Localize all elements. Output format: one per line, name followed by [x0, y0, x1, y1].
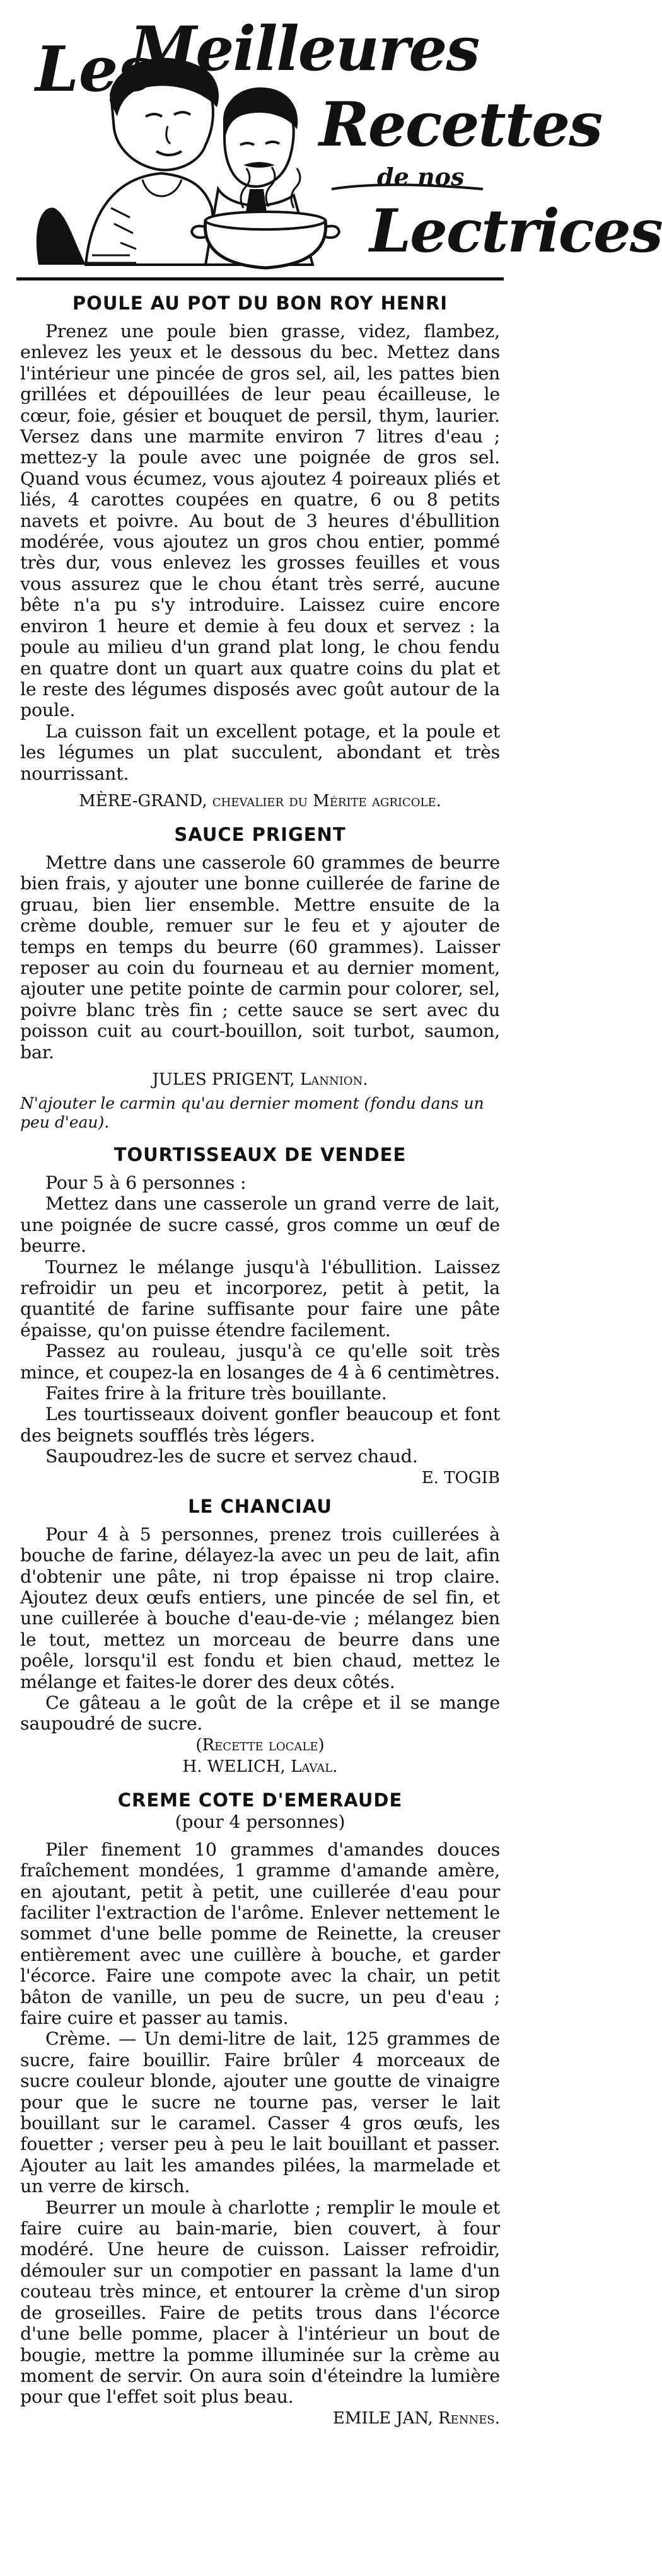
recipe-paragraph: Pour 5 à 6 personnes :: [45, 1172, 247, 1193]
masthead-word-meilleures: Meilleures: [130, 13, 479, 84]
recipe-paragraph: Saupoudrez-les de sucre et servez chaud.: [45, 1446, 418, 1467]
recipe-sauce-prigent: [16, 823, 504, 1132]
recipe-paragraph: Ce gâteau a le goût de la crêpe et il se mange saupoudré de sucre.: [20, 1692, 500, 1735]
recipe-paragraph: Tournez le mélange jusqu'à l'ébullition. Laissez refroidir un peu et incorporez, petit à petit, la quantité de farine suffisante pour faire une pâte épaisse, qu'on puisse étendre facilement.: [20, 1256, 500, 1341]
recipe-title: TOURTISSEAUX DE VENDEE: [113, 1144, 407, 1165]
recipe-creme-cote-emeraude: [16, 1789, 504, 2429]
recipe-source: (Recette locale): [195, 1735, 325, 1755]
recipe-paragraph: Mettre dans une casserole 60 grammes de beurre bien frais, y ajouter une bonne cuillerée de farine de gruau, bien lier ensemble. Mettre ensuite de la crème double, remuer sur le feu et y ajouter de temps en temps du beurre (60 grammes). Laisser reposer au coin du fourneau et au dernier moment, ajouter une petite pointe de carmin pour colorer, sel, poivre blanc très fin ; cette sauce se sert avec du poisson cuit au court-bouillon, soit turbot, saumon, bar.: [20, 852, 500, 1063]
recipe-poule-au-pot: [16, 292, 504, 812]
masthead: [16, 0, 662, 280]
recipe-title: CREME COTE D'EMERAUDE: [117, 1789, 403, 1811]
recipe-tourtisseaux: [16, 1143, 504, 1489]
recipe-paragraph: Les tourtisseaux doivent gonfler beaucoup et font des beignets soufflés très légers.: [20, 1404, 500, 1446]
recipe-note: N'ajouter le carmin qu'au dernier moment (fondu dans un peu d'eau).: [20, 1094, 484, 1131]
recipe-signature: H. WELICH, Laval.: [182, 1757, 338, 1776]
recipe-paragraph: Mettez dans une casserole un grand verre de lait, une poignée de sucre cassé, gros comme un œuf de beurre.: [20, 1193, 500, 1257]
recipe-signature: EMILE JAN, Rennes.: [332, 2408, 500, 2428]
masthead-word-recettes: Recettes: [319, 89, 602, 160]
recipe-title: SAUCE PRIGENT: [174, 823, 346, 845]
recipe-paragraph: Faites frire à la friture très bouillante.: [45, 1383, 387, 1404]
recipe-signature: E. TOGIB: [421, 1468, 500, 1487]
recipe-paragraph: Prenez une poule bien grasse, videz, flambez, enlevez les yeux et le dessous du bec. Mettez dans l'intérieur une pincée de gros sel, ail, les pattes bien grillées et dépouillées de leur peau écailleuse, le cœur, foie, gésier et bouquet de persil, thym, laurier. Versez dans une marmite environ 7 litres d'eau ; mettez-y la poule avec une poignée de gros sel. Quand vous écumez, vous ajoutez 4 poireaux pliés et liés, 4 carottes coupées en quatre, 6 ou 8 petits navets et poivre. Au bout de 3 heures d'ébullition modérée, vous ajoutez un gros chou entier, pommé très dur, vous enlevez les grosses feuilles et vous vous assurez que le chou étant très serré, aucune bête n'a pu s'y introduire. Laissez cuire encore environ 1 heure et demie à feu doux et servez : la poule au milieu d'un grand plat long, le chou fendu en quatre dont un quart aux quatre coins du plat et le reste des légumes disposés avec goût autour de la poule.: [20, 321, 500, 721]
recipe-paragraph: Beurrer un moule à charlotte ; remplir le moule et faire cuire au bain-marie, bien couvert, à four modéré. Une heure de cuisson. Laisser refroidir, démouler sur un compotier en passant la lame d'un couteau très mince, et entourer la crème d'un sirop de groseilles. Faire de petits trous dans l'écorce d'une belle pomme, placer à l'intérieur un bout de bougie, mettre la pomme illuminée sur la crème au moment de servir. On aura soin d'éteindre la lumière pour que l'effet soit plus beau.: [20, 2197, 500, 2408]
masthead-word-lectrices: Lectrices: [369, 197, 662, 266]
recipe-subtitle: (pour 4 personnes): [175, 1811, 346, 1832]
masthead-word-les: Les: [35, 33, 153, 106]
recipe-paragraph: La cuisson fait un excellent potage, et la poule et les légumes un plat succulent, abondant et très nourrissant.: [20, 720, 500, 784]
recipe-paragraph: Pour 4 à 5 personnes, prenez trois cuillerées à bouche de farine, délayez-la avec un peu de lait, afin d'obtenir une pâte, ni trop épaisse ni trop claire. Ajoutez deux œufs entiers, une pincée de sel fin, et une cuillerée à bouche d'eau-de-vie ; mélangez bien le tout, mettez un morceau de beurre dans une poêle, lorsqu'il est fondu et bien chaud, mettez le mélange et faites-le dorer des deux côtés.: [20, 1523, 500, 1692]
recipe-signature: MÈRE-GRAND, chevalier du Mérite agricole.: [79, 791, 441, 811]
recipe-signature: JULES PRIGENT, Lannion.: [152, 1070, 368, 1089]
recipe-le-chanciau: [16, 1495, 504, 1777]
recipe-title: POULE AU POT DU BON ROY HENRI: [72, 292, 448, 314]
recipe-paragraph: Piler finement 10 grammes d'amandes douces fraîchement mondées, 1 gramme d'amande amère, en ajoutant, petit à petit, une cuillerée d'eau pour faciliter l'extraction de l'arôme. Enlever nettement le sommet d'une belle pomme de Reinette, la creuser entièrement avec une cuillère à bouche, et garder l'écorce. Faire une compote avec la chair, un petit bâton de vanille, un peu de sucre, un peu d'eau ; faire cuire et passer au tamis.: [20, 1839, 500, 2028]
recipe-paragraph: Crème. — Un demi-litre de lait, 125 grammes de sucre, faire bouillir. Faire brûler 4 morceaux de sucre couleur blonde, ajouter une goutte de vinaigre pour que le sucre ne tourne pas, verser le lait bouillant sur le caramel. Casser 4 gros œufs, les fouetter ; verser peu à peu le lait bouillant et passer. Ajouter au lait les amandes pilées, la marmelade et un verre de kirsch.: [20, 2028, 500, 2197]
recipe-paragraph: Passez au rouleau, jusqu'à ce qu'elle soit très mince, et coupez-la en losanges de 4 à 6 centimètres.: [20, 1341, 500, 1383]
masthead-word-de-nos: de nos: [377, 163, 465, 191]
recipe-title: LE CHANCIAU: [188, 1495, 332, 1517]
